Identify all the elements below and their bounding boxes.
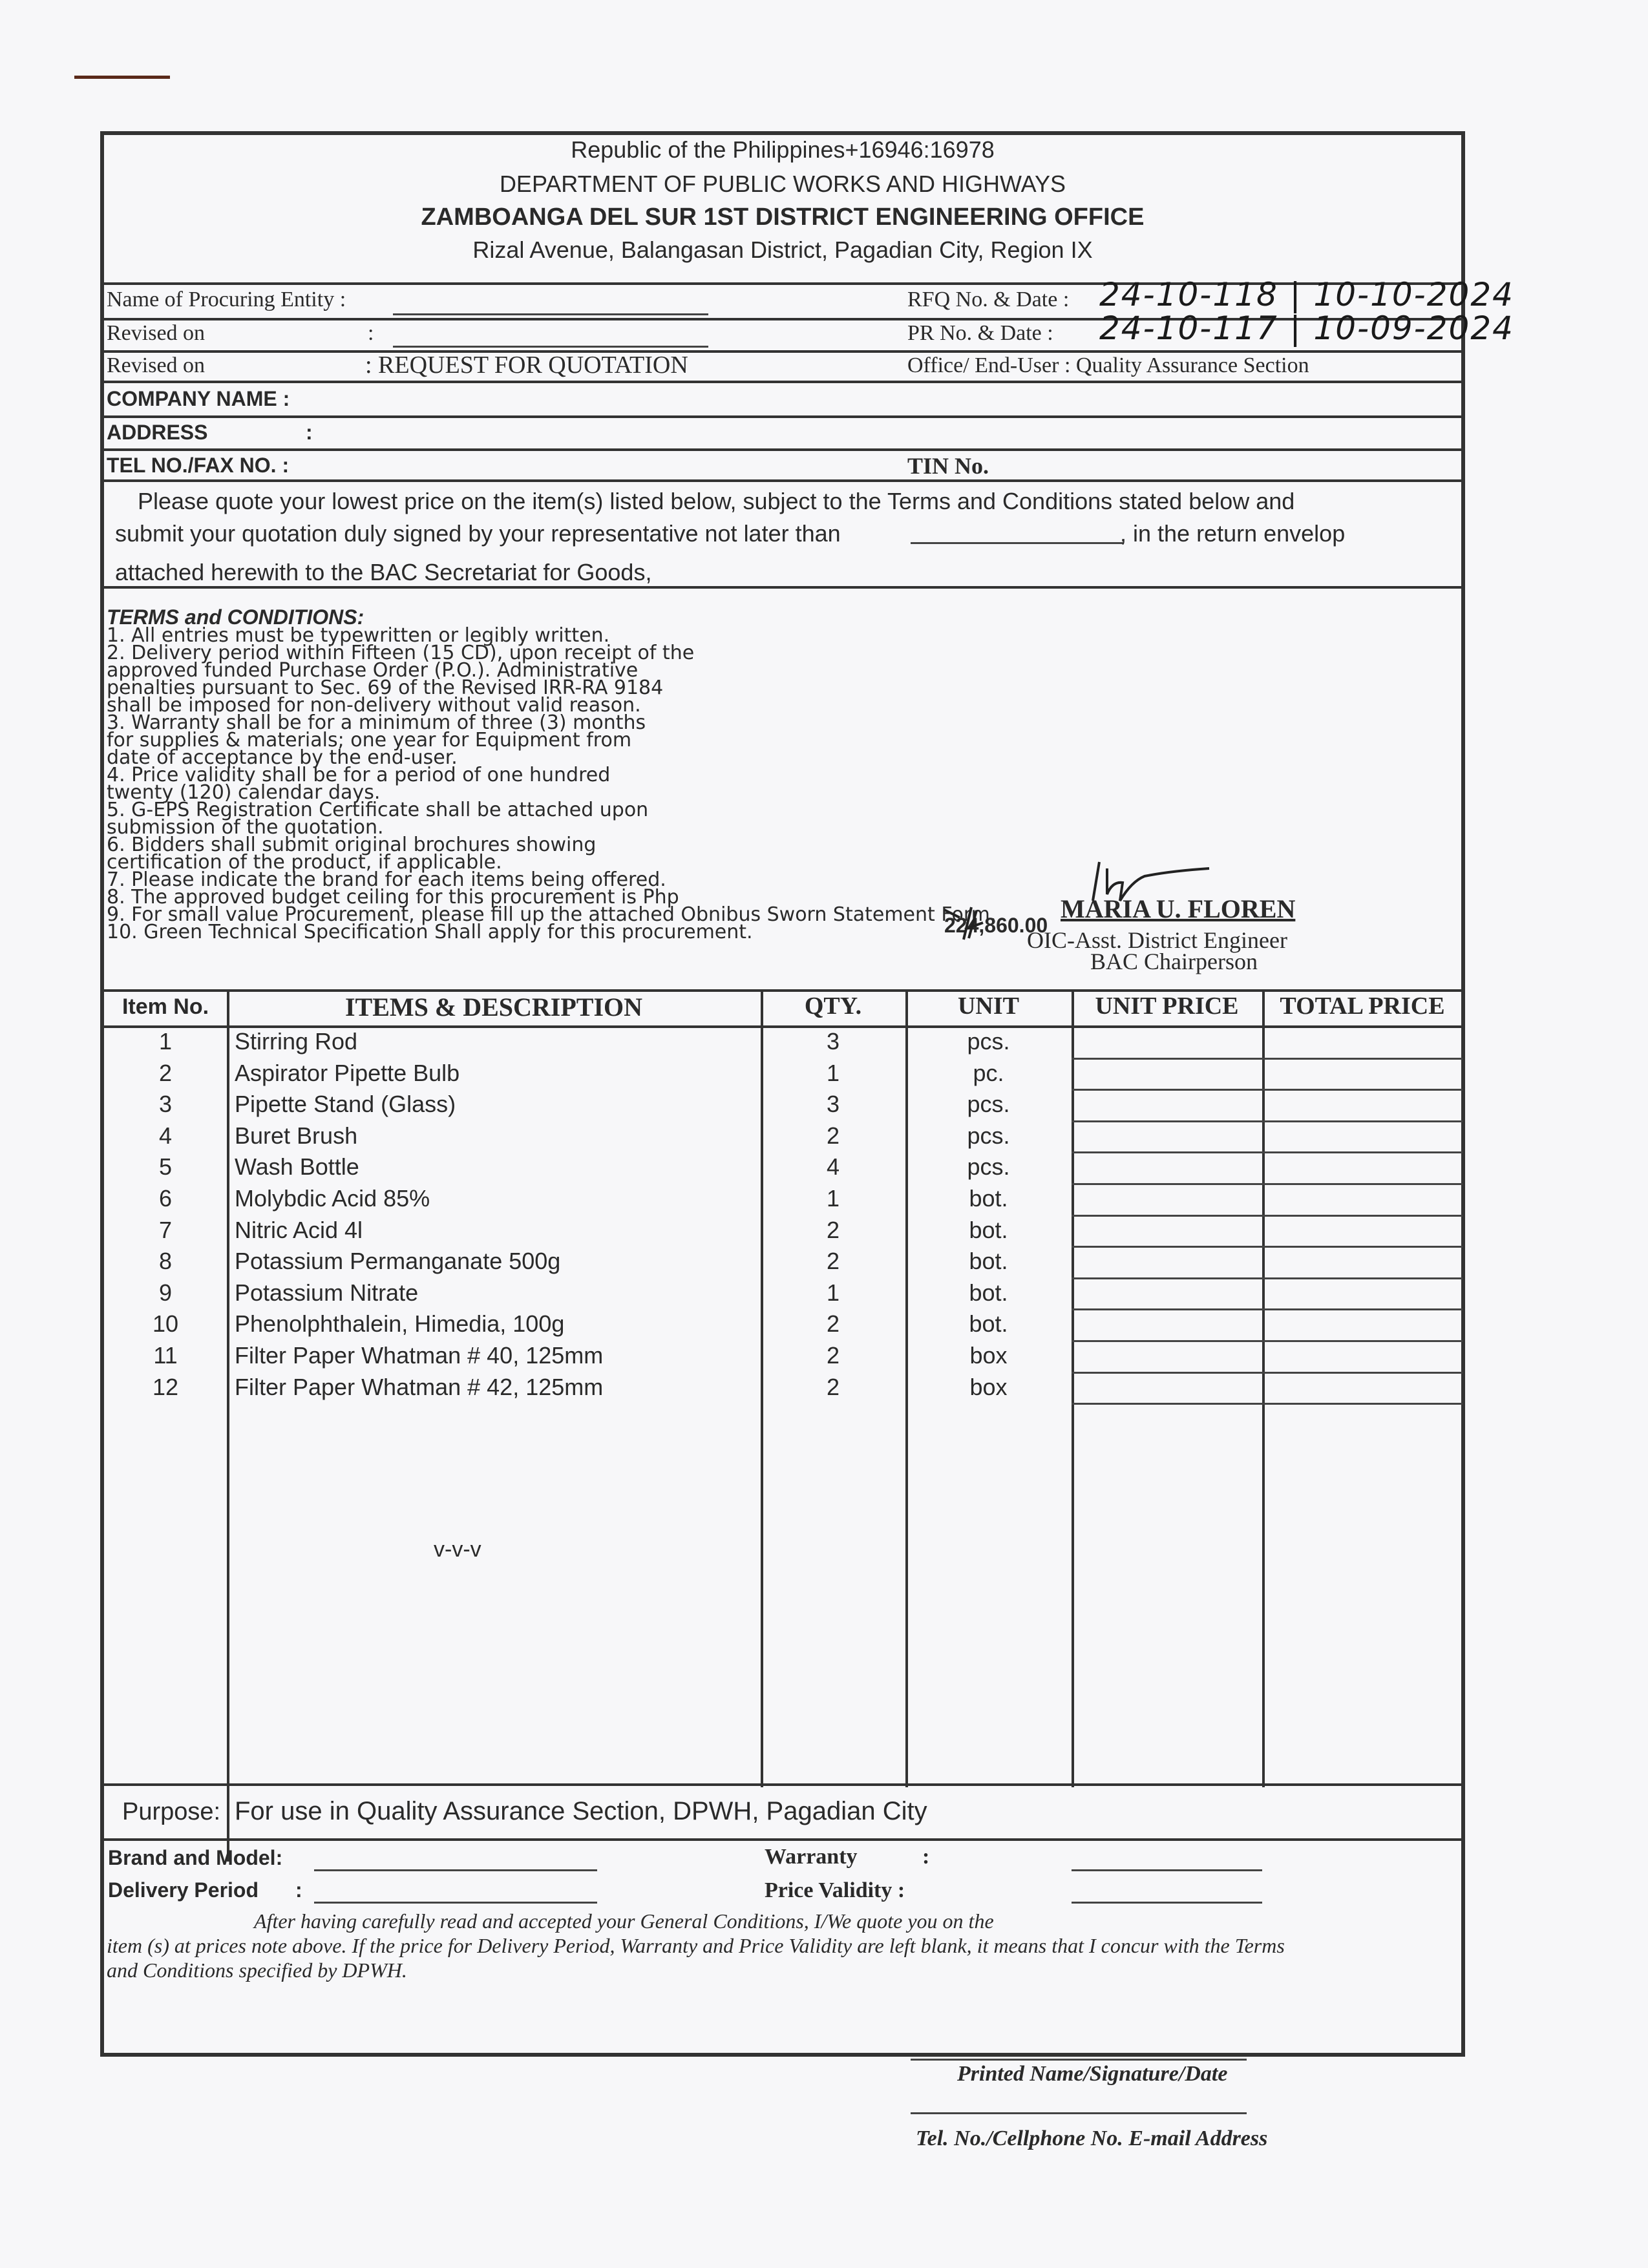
item-unit: bot.: [969, 1185, 1008, 1212]
divider: [104, 381, 1461, 383]
delivery-period-colon: :: [295, 1878, 302, 1902]
instruction-line-2a: submit your quotation duly signed by your representative not later than: [115, 520, 841, 547]
unit-price-field[interactable]: [1072, 1091, 1262, 1122]
delivery-period-label: Delivery Period: [108, 1878, 259, 1902]
declaration-line-3: and Conditions specified by DPWH.: [107, 1958, 407, 1982]
address-label: ADDRESS: [107, 421, 208, 444]
item-quantity: 2: [826, 1342, 840, 1369]
total-price-field[interactable]: [1262, 1185, 1463, 1217]
term-line: shall be imposed for non-delivery without valid reason.: [107, 694, 641, 717]
term-line: approved funded Purchase Order (P.O.). Administrative: [107, 659, 639, 682]
item-description: Potassium Permanganate 500g: [235, 1248, 561, 1275]
item-number: 10: [152, 1310, 179, 1338]
item-quantity: 1: [826, 1185, 840, 1212]
signatory-name: MARIA U. FLOREN: [1061, 894, 1296, 923]
term-line: 8. The approved budget ceiling for this procurement is Php: [107, 886, 679, 908]
pr-label: PR No. & Date :: [907, 321, 1053, 345]
item-number: 7: [158, 1216, 173, 1243]
unit-price-field[interactable]: [1072, 1028, 1262, 1060]
purpose-value: For use in Quality Assurance Section, DPWH, Pagadian City: [235, 1797, 927, 1825]
total-price-field[interactable]: [1262, 1060, 1463, 1091]
item-description: Nitric Acid 4l: [235, 1216, 363, 1243]
divider: [104, 415, 1461, 418]
item-description: Phenolphthalein, Himedia, 100g: [235, 1310, 565, 1338]
item-number: 5: [158, 1153, 173, 1181]
total-price-field[interactable]: [1262, 1248, 1463, 1279]
total-price-field[interactable]: [1262, 1279, 1463, 1311]
instruction-line-3: attached herewith to the BAC Secretariat for Goods,: [115, 559, 652, 585]
item-description: Pipette Stand (Glass): [235, 1091, 456, 1118]
item-unit: bot.: [969, 1216, 1008, 1243]
item-quantity: 2: [826, 1216, 840, 1243]
item-unit: box: [969, 1342, 1008, 1369]
item-quantity: 1: [826, 1059, 840, 1086]
document-type: : REQUEST FOR QUOTATION: [365, 352, 688, 379]
header-line-1: Republic of the Philippines+16946:16978: [571, 136, 995, 163]
item-unit: bot.: [969, 1279, 1008, 1306]
contact-caption: Tel. No./Cellphone No. E-mail Address: [916, 2126, 1268, 2150]
term-line: date of acceptance by the end-user.: [107, 746, 458, 769]
company-name-label: COMPANY NAME :: [107, 387, 290, 410]
term-line: 10. Green Technical Specification Shall apply for this procurement.: [107, 921, 753, 943]
procuring-entity-label: Name of Procuring Entity :: [107, 288, 346, 311]
unit-price-field[interactable]: [1072, 1310, 1262, 1342]
rfq-number-handwritten: 24-10-118 | 10-10-2024: [1099, 276, 1514, 313]
header-line-4: Rizal Avenue, Balangasan District, Pagadian City, Region IX: [472, 236, 1093, 263]
item-number: 2: [158, 1059, 173, 1086]
item-number: 8: [158, 1248, 173, 1275]
header-qty: QTY.: [804, 992, 862, 1020]
item-number: 9: [158, 1279, 173, 1306]
address-colon: :: [306, 421, 313, 444]
item-unit: box: [969, 1373, 1008, 1400]
revised-on-label-2: Revised on: [107, 353, 206, 377]
divider: [104, 1783, 1461, 1786]
header-unit-price: UNIT PRICE: [1095, 992, 1239, 1020]
stray-mark: [74, 76, 170, 79]
divider: [104, 448, 1461, 451]
col-divider: [227, 989, 229, 1862]
rfq-label: RFQ No. & Date :: [907, 288, 1070, 311]
item-quantity: 3: [826, 1091, 840, 1118]
office-end-user: Office/ End-User : Quality Assurance Section: [907, 353, 1309, 377]
item-unit: pcs.: [967, 1122, 1010, 1149]
item-unit: pcs.: [967, 1153, 1010, 1181]
item-quantity: 2: [826, 1310, 840, 1338]
brand-model-field[interactable]: [314, 1869, 597, 1871]
revised-on-field[interactable]: [393, 346, 708, 348]
revised-on-label-1: Revised on: [107, 321, 206, 345]
terms-title: TERMS and CONDITIONS:: [107, 605, 364, 629]
unit-price-field[interactable]: [1072, 1217, 1262, 1248]
end-marker: v-v-v: [434, 1537, 481, 1562]
unit-price-field[interactable]: [1072, 1185, 1262, 1217]
item-description: Stirring Rod: [235, 1028, 358, 1055]
term-line: 6. Bidders shall submit original brochures showing: [107, 834, 597, 856]
header-item-no: Item No.: [121, 994, 209, 1019]
term-line: 3. Warranty shall be for a minimum of three (3) months: [107, 711, 646, 734]
printed-name-signature-line[interactable]: [911, 2059, 1247, 2061]
unit-price-field[interactable]: [1072, 1060, 1262, 1091]
unit-price-field[interactable]: [1072, 1153, 1262, 1185]
warranty-field[interactable]: [1072, 1869, 1262, 1871]
header-description: ITEMS & DESCRIPTION: [344, 992, 643, 1022]
item-number: 11: [153, 1342, 178, 1369]
term-line: 7. Please indicate the brand for each items being offered.: [107, 868, 666, 891]
item-unit: pcs.: [967, 1091, 1010, 1118]
item-quantity: 2: [826, 1122, 840, 1149]
total-price-field[interactable]: [1262, 1342, 1463, 1374]
term-line: certification of the product, if applicable.: [107, 851, 502, 874]
term-line: penalties pursuant to Sec. 69 of the Revised IRR-RA 9184: [107, 677, 664, 699]
item-quantity: 3: [826, 1028, 840, 1055]
item-quantity: 2: [826, 1248, 840, 1275]
brand-model-label: Brand and Model:: [108, 1846, 283, 1869]
item-description: Wash Bottle: [235, 1153, 359, 1181]
term-line: 4. Price validity shall be for a period of one hundred: [107, 764, 611, 786]
instruction-line-1: Please quote your lowest price on the item(s) listed below, subject to the Terms and Conditions stated below and: [138, 488, 1295, 514]
price-validity-field[interactable]: [1072, 1902, 1262, 1904]
item-description: Buret Brush: [235, 1122, 358, 1149]
signatory-title-2: BAC Chairperson: [1090, 949, 1258, 974]
unit-price-field[interactable]: [1072, 1342, 1262, 1374]
purpose-label: Purpose:: [122, 1798, 221, 1825]
total-price-field[interactable]: [1262, 1153, 1463, 1185]
deadline-field[interactable]: [911, 542, 1124, 544]
warranty-label: Warranty: [765, 1845, 858, 1869]
item-description: Molybdic Acid 85%: [235, 1185, 430, 1212]
item-unit: bot.: [969, 1310, 1008, 1338]
total-price-field[interactable]: [1262, 1028, 1463, 1060]
tin-label: TIN No.: [907, 453, 989, 479]
item-quantity: 2: [826, 1373, 840, 1400]
total-price-field[interactable]: [1262, 1374, 1463, 1405]
header-line-2: DEPARTMENT OF PUBLIC WORKS AND HIGHWAYS: [499, 171, 1066, 197]
revised-on-colon: :: [368, 321, 374, 345]
item-number: 1: [158, 1028, 173, 1055]
term-line: 2. Delivery period within Fifteen (15 CD), upon receipt of the: [107, 642, 695, 664]
total-price-field[interactable]: [1262, 1091, 1463, 1122]
total-price-field[interactable]: [1262, 1122, 1463, 1154]
instruction-line-2b: , in the return envelop: [1120, 520, 1346, 547]
item-number: 12: [152, 1373, 179, 1400]
tel-fax-label: TEL NO./FAX NO. :: [107, 454, 290, 477]
divider: [104, 1838, 1461, 1841]
price-validity-label: Price Validity :: [765, 1878, 905, 1902]
delivery-period-field[interactable]: [314, 1902, 597, 1904]
budget-amount: 224,860.00: [944, 914, 1048, 937]
term-line: submission of the quotation.: [107, 816, 384, 839]
item-unit: bot.: [969, 1248, 1008, 1275]
term-line: 1. All entries must be typewritten or legibly written.: [107, 624, 610, 647]
procuring-entity-field[interactable]: [393, 313, 708, 315]
unit-price-field[interactable]: [1072, 1279, 1262, 1311]
declaration-line-1: After having carefully read and accepted your General Conditions, I/We quote you on the: [254, 1909, 994, 1933]
contact-line[interactable]: [911, 2112, 1247, 2114]
item-quantity: 4: [826, 1153, 840, 1181]
item-description: Filter Paper Whatman # 42, 125mm: [235, 1373, 604, 1400]
item-number: 3: [158, 1091, 173, 1118]
header-unit: UNIT: [957, 992, 1020, 1020]
divider: [104, 586, 1461, 589]
signatory-title-1: OIC-Asst. District Engineer: [1027, 927, 1287, 953]
unit-price-field[interactable]: [1072, 1248, 1262, 1279]
declaration-line-2: item (s) at prices note above. If the price for Delivery Period, Warranty and Price Validity are left blank, it means that I concur with the Terms: [107, 1934, 1285, 1957]
total-price-field[interactable]: [1262, 1310, 1463, 1342]
term-line: for supplies & materials; one year for Equipment from: [107, 729, 632, 751]
header-total-price: TOTAL PRICE: [1280, 992, 1445, 1020]
warranty-colon: :: [922, 1845, 930, 1869]
item-number: 4: [158, 1122, 173, 1149]
unit-price-field[interactable]: [1072, 1374, 1262, 1405]
header-line-3: ZAMBOANGA DEL SUR 1ST DISTRICT ENGINEERING OFFICE: [421, 204, 1145, 231]
divider: [104, 479, 1461, 482]
item-description: Potassium Nitrate: [235, 1279, 419, 1306]
item-description: Aspirator Pipette Bulb: [235, 1059, 460, 1086]
divider: [104, 350, 1461, 353]
term-line: 5. G-EPS Registration Certificate shall be attached upon: [107, 799, 649, 821]
rfq-form: [100, 131, 1514, 2150]
item-unit: pcs.: [967, 1028, 1010, 1055]
item-quantity: 1: [826, 1279, 840, 1306]
printed-name-caption: Printed Name/Signature/Date: [957, 2062, 1228, 2086]
item-description: Filter Paper Whatman # 40, 125mm: [235, 1342, 604, 1369]
unit-price-field[interactable]: [1072, 1122, 1262, 1154]
total-price-field[interactable]: [1262, 1217, 1463, 1248]
pr-number-handwritten: 24-10-117 | 10-09-2024: [1099, 310, 1514, 347]
item-number: 6: [158, 1185, 173, 1212]
term-line: 9. For small value Procurement, please fill up the attached Obnibus Sworn Statement Form.: [107, 903, 997, 926]
term-line: twenty (120) calendar days.: [107, 781, 381, 804]
item-unit: pc.: [973, 1059, 1004, 1086]
